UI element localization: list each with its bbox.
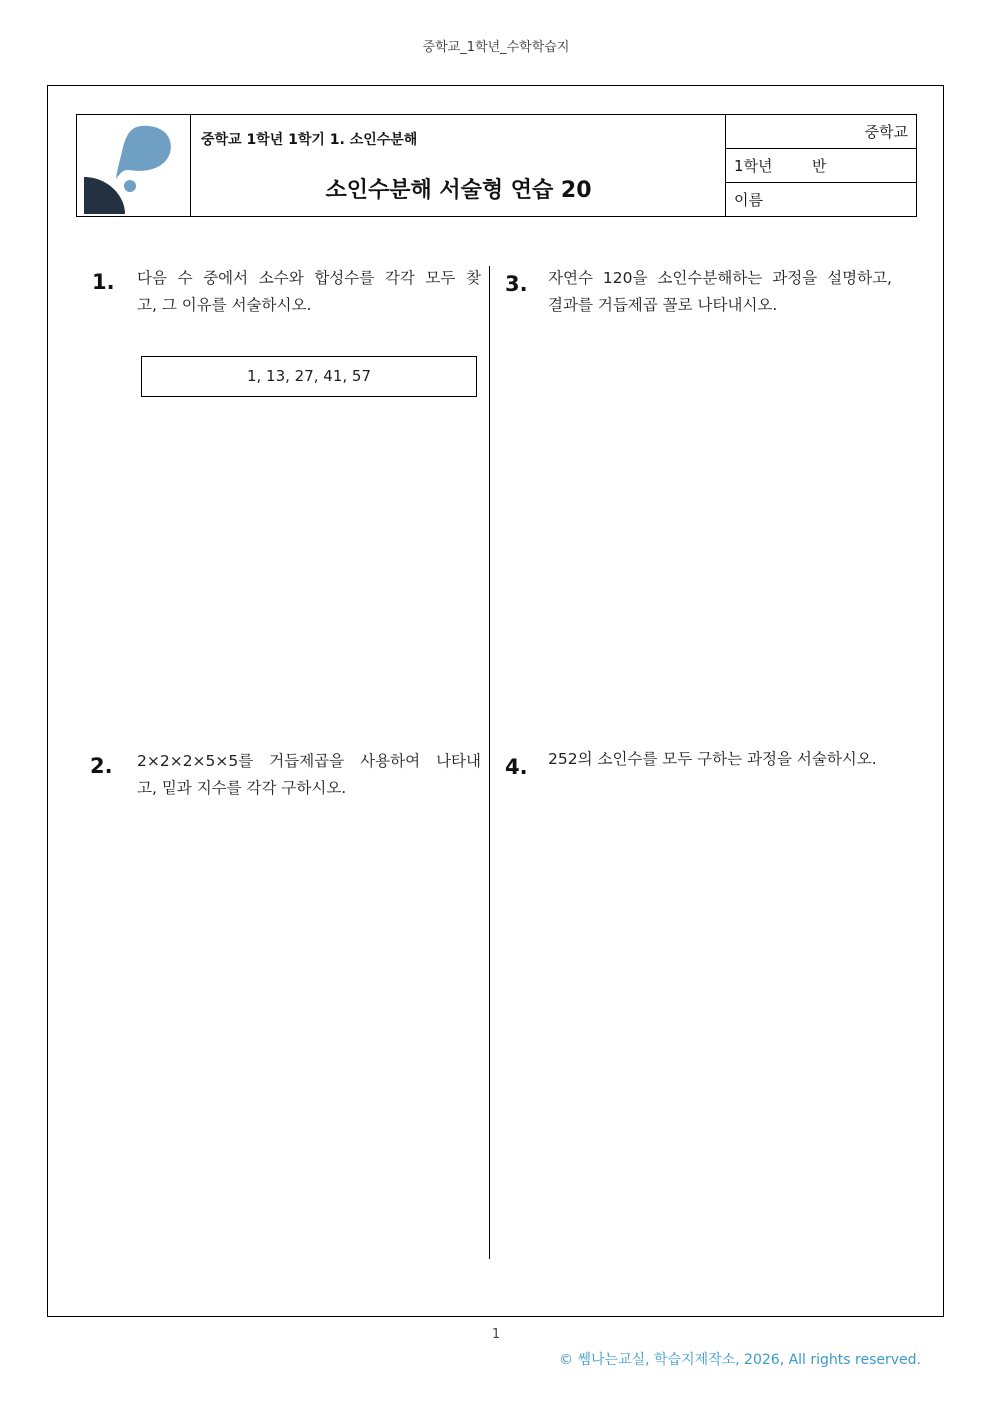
running-header: 중학교_1학년_수학학습지	[422, 40, 570, 55]
title-cell	[191, 115, 726, 216]
question-3-text	[548, 265, 892, 319]
question-1-line-2: 고, 그 이유를 서술하시오.	[137, 296, 312, 314]
water-drop-logo-icon	[83, 123, 183, 215]
question-4-text	[548, 746, 908, 773]
question-2-line-1: 2×2×2×5×5를 거듭제곱을 사용하여 나타내	[137, 752, 481, 770]
grade-label: 1학년	[734, 157, 773, 175]
question-1-line-1: 다음 수 중에서 소수와 합성수를 각각 모두 찾	[137, 269, 481, 287]
question-2-number: 2.	[90, 754, 113, 778]
question-2-text	[137, 748, 481, 802]
class-label: 반	[812, 157, 827, 175]
page-number: 1	[491, 1327, 501, 1342]
copyright-notice: © 쎔나는교실, 학습지제작소, 2026, All rights reserved.	[559, 1352, 921, 1368]
logo-cell	[77, 115, 191, 216]
title-table	[76, 114, 917, 217]
question-4-line-1: 252의 소인수를 모두 구하는 과정을 서술하시오.	[548, 750, 877, 768]
question-3-number: 3.	[505, 272, 528, 296]
name-label: 이름	[734, 191, 763, 209]
question-1-number: 1.	[92, 270, 115, 294]
school-label: 중학교	[864, 123, 908, 141]
grade-class-row	[726, 149, 916, 183]
question-1-text	[137, 265, 481, 319]
column-divider	[489, 266, 490, 1259]
student-info	[726, 115, 916, 216]
question-1-number-box: 1, 13, 27, 41, 57	[141, 356, 477, 397]
question-4-number: 4.	[505, 755, 528, 779]
name-row	[726, 183, 916, 217]
school-row	[726, 115, 916, 149]
worksheet-title: 소인수분해 서술형 연습 20	[325, 178, 592, 203]
unit-subtitle: 중학교 1학년 1학기 1. 소인수분해	[201, 132, 418, 148]
question-3-line-2: 결과를 거듭제곱 꼴로 나타내시오.	[548, 296, 778, 314]
question-3-line-1: 자연수 120을 소인수분해하는 과정을 설명하고,	[548, 269, 892, 287]
question-2-line-2: 고, 밑과 지수를 각각 구하시오.	[137, 779, 347, 797]
